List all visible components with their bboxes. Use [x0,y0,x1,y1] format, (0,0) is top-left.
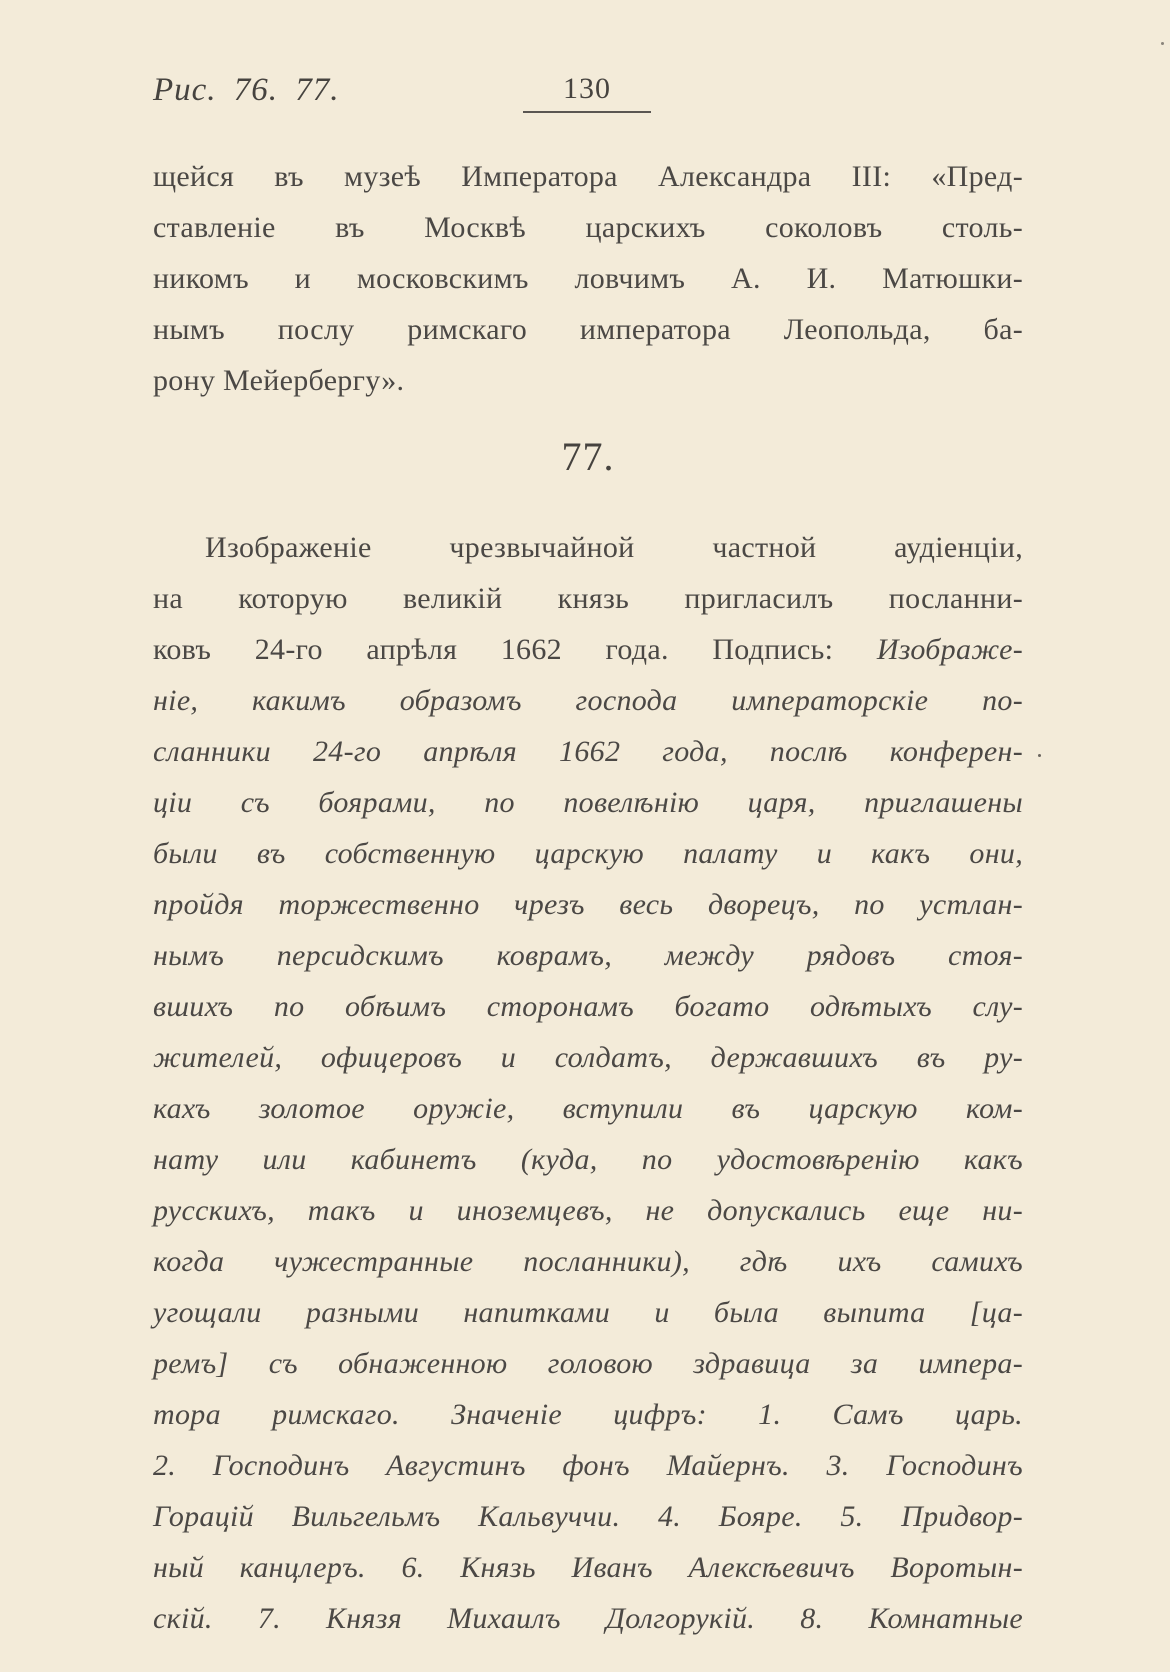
text-line: рону Мейербергу». [153,364,405,397]
section-number: 77. [561,434,615,479]
page-speck [1161,42,1164,45]
caption-line: были въ собственную царскую палату и какъ они, [153,837,1023,870]
caption-line: когда чужестранные посланники), гдѣ ихъ самихъ [153,1245,1023,1278]
caption-intro-italic: Изображе- [876,633,1023,666]
page-number-underline [523,111,651,113]
text-line: щейся въ музеѣ Императора Александра III: «Пред- [153,160,1023,193]
text-line: никомъ и московскимъ ловчимъ А. И. Матюшки- [153,262,1023,295]
caption-line: кахъ золотое оружіе, вступили въ царскую ком- [153,1092,1023,1125]
caption-line: ніе, какимъ образомъ господа императорскіе по- [153,684,1023,717]
caption-intro-line [153,624,1023,675]
caption-line: угощали разными напитками и была выпита [ца- [153,1296,1023,1329]
caption-line: жителей, офицеровъ и солдатъ, державшихъ въ ру- [153,1041,1023,1074]
caption-line: сланники 24-го апрѣля 1662 года, послѣ конферен- [153,735,1023,768]
continuation-paragraph [153,151,1023,406]
caption-line: Горацій Вильгельмъ Кальвуччи. 4. Бояре. 5. Придвор- [153,1500,1023,1533]
caption-line: ремъ] съ обнаженною головою здравица за импера- [153,1347,1023,1380]
text-line: нымъ послу римскаго императора Леопольда, ба- [153,313,1023,346]
entry-paragraph [153,522,1023,1644]
caption-line: ный канцлеръ. 6. Князь Иванъ Алексѣевичъ Воротын- [153,1551,1023,1584]
text-line: Изображеніе чрезвычайной частной аудіенціи, [205,531,1023,564]
caption-line: скій. 7. Князя Михаилъ Долгорукій. 8. Комнатные [153,1602,1023,1635]
text-line: ставленіе въ Москвѣ царскихъ соколовъ столь- [153,211,1023,244]
text-line: на которую великій князь пригласилъ посланни- [153,582,1023,615]
caption-line: русскихъ, такъ и иноземцевъ, не допускались еще ни- [153,1194,1023,1227]
caption-line: пройдя торжественно чрезъ весь дворецъ, по устлан- [153,888,1023,921]
caption-line: 2. Господинъ Августинъ фонъ Майернъ. 3. Господинъ [153,1449,1023,1482]
margin-speck [1038,754,1041,757]
caption-intro-plain: ковъ 24-го апрѣля 1662 года. Подпись: [153,633,877,666]
figure-reference: Рис. 76. 77. [153,72,340,108]
caption-line: нымъ персидскимъ коврамъ, между рядовъ стоя- [153,939,1023,972]
running-head [153,68,1023,118]
caption-line: тора римскаго. Значеніе цифръ: 1. Самъ царь. [153,1398,1023,1431]
caption-line: нату или кабинетъ (куда, по удостовѣренію какъ [153,1143,1023,1176]
page-number: 130 [563,72,611,105]
caption-line: вшихъ по обѣимъ сторонамъ богато одѣтыхъ слу- [153,990,1023,1023]
caption-line: ціи съ боярами, по повелѣнію царя, приглашены [153,786,1023,819]
